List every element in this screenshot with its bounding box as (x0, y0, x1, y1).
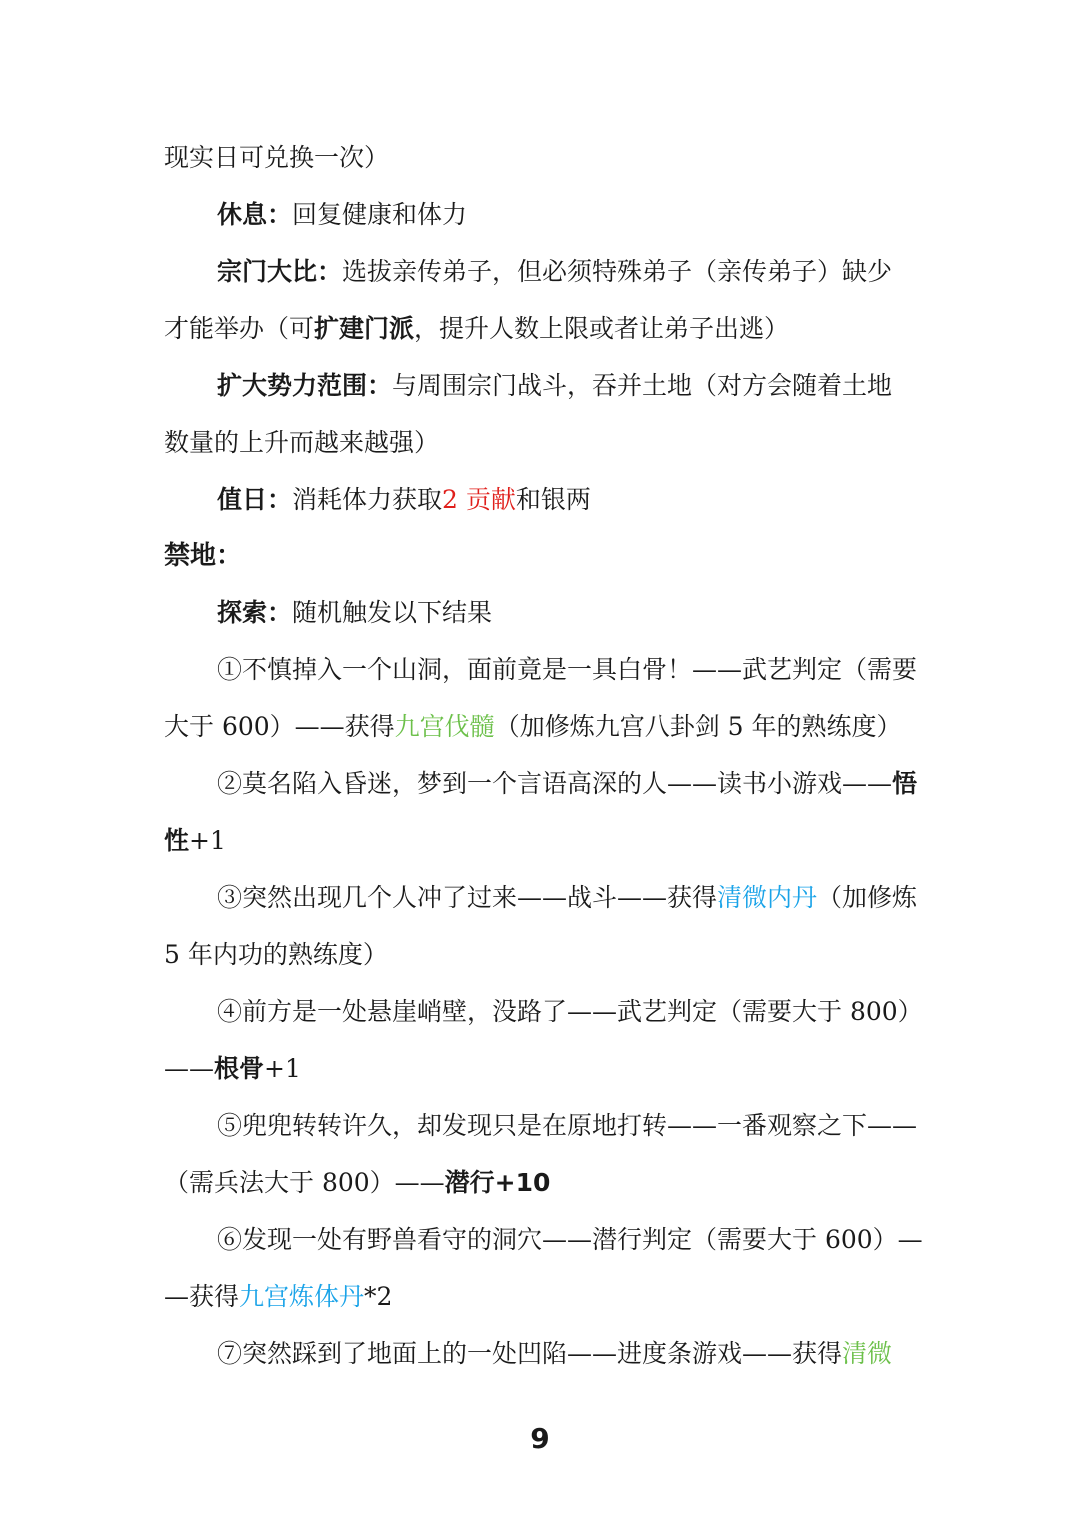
paragraph-line (164, 425, 924, 461)
paragraph-duty (217, 482, 922, 518)
text-span: 随机触发以下结果 (292, 598, 493, 627)
paragraph-line (164, 140, 924, 176)
list-item-1-cont (164, 709, 924, 745)
text-span: 才能举办（可 (164, 314, 315, 343)
term-label: 扩大势力范围： (217, 371, 393, 400)
paragraph-explore (217, 595, 922, 631)
text-span: 5 年内功的熟练度） (164, 940, 388, 969)
text-span: —— (164, 1054, 214, 1083)
text-span: ⑥发现一处有野兽看守的洞穴——潜行判定（需要大于 600）— (217, 1225, 923, 1254)
paragraph-line (164, 311, 924, 347)
text-span: ⑤兜兜转转许久，却发现只是在原地打转——一番观察之下—— (217, 1111, 918, 1140)
text-span: ，提升人数上限或者让弟子出逃） (414, 314, 790, 343)
list-item-5-cont (164, 1165, 924, 1201)
list-item-3 (217, 880, 922, 916)
text-span: （加修炼 (817, 883, 918, 912)
bold-term: 潜行+10 (444, 1168, 551, 1197)
text-span: 消耗体力获取 (292, 485, 443, 514)
term-label: 休息： (217, 200, 293, 229)
heading-text: 禁地： (164, 541, 243, 571)
text-span: 选拔亲传弟子，但必须特殊弟子（亲传弟子）缺少 (342, 257, 893, 286)
text-span: （加修炼九宫八卦剑 5 年的熟练度） (494, 712, 902, 741)
bold-term: 根骨 (214, 1054, 265, 1083)
page-number: 9 (530, 1422, 550, 1455)
text-span: ④前方是一处悬崖峭壁，没路了——武艺判定（需要大于 800） (217, 997, 923, 1026)
item-highlight: 九宫炼体丹 (239, 1282, 365, 1311)
list-item-4-cont (164, 1051, 924, 1087)
list-item-4 (217, 994, 922, 1030)
text-span: 回复健康和体力 (292, 200, 468, 229)
bold-term: 性 (164, 826, 190, 855)
term-label: 值日： (217, 485, 293, 514)
text-span: （需兵法大于 800）—— (164, 1168, 445, 1197)
section-heading (164, 538, 924, 574)
list-item-7 (217, 1336, 922, 1372)
bold-term: 扩建门派 (314, 314, 415, 343)
text-span: +1 (189, 826, 226, 855)
text-span: *2 (364, 1282, 393, 1311)
term-label: 探索： (217, 598, 293, 627)
paragraph-rest (217, 197, 922, 233)
list-item-3-cont (164, 937, 924, 973)
contribution-highlight: 2 贡献 (442, 485, 516, 514)
text-span: +1 (264, 1054, 301, 1083)
list-item-5 (217, 1108, 922, 1144)
item-highlight: 九宫伐髓 (394, 712, 495, 741)
text-span: 数量的上升而越来越强） (164, 428, 440, 457)
list-item-1 (217, 652, 922, 688)
list-item-2-cont (164, 823, 924, 859)
list-item-6 (217, 1222, 922, 1258)
paragraph-expand (217, 368, 922, 404)
item-highlight: 清微内丹 (717, 883, 818, 912)
item-highlight: 清微 (842, 1339, 893, 1368)
term-label: 宗门大比： (217, 257, 343, 286)
text-span: 大于 600）——获得 (164, 712, 395, 741)
text-span: ③突然出现几个人冲了过来——战斗——获得 (217, 883, 718, 912)
paragraph-tournament (217, 254, 922, 290)
text-span: 与周围宗门战斗，吞并土地（对方会随着土地 (392, 371, 893, 400)
text-span: 和银两 (515, 485, 591, 514)
text-span: ②莫名陷入昏迷，梦到一个言语高深的人——读书小游戏—— (217, 769, 893, 798)
list-item-6-cont (164, 1279, 924, 1315)
list-item-2 (217, 766, 922, 802)
text-span: —获得 (164, 1282, 240, 1311)
text-span: ①不慎掉入一个山洞，面前竟是一具白骨！——武艺判定（需要 (217, 655, 918, 684)
text-span: 现实日可兑换一次） (164, 143, 390, 172)
text-span: ⑦突然踩到了地面上的一处凹陷——进度条游戏——获得 (217, 1339, 843, 1368)
bold-term: 悟 (892, 769, 918, 798)
